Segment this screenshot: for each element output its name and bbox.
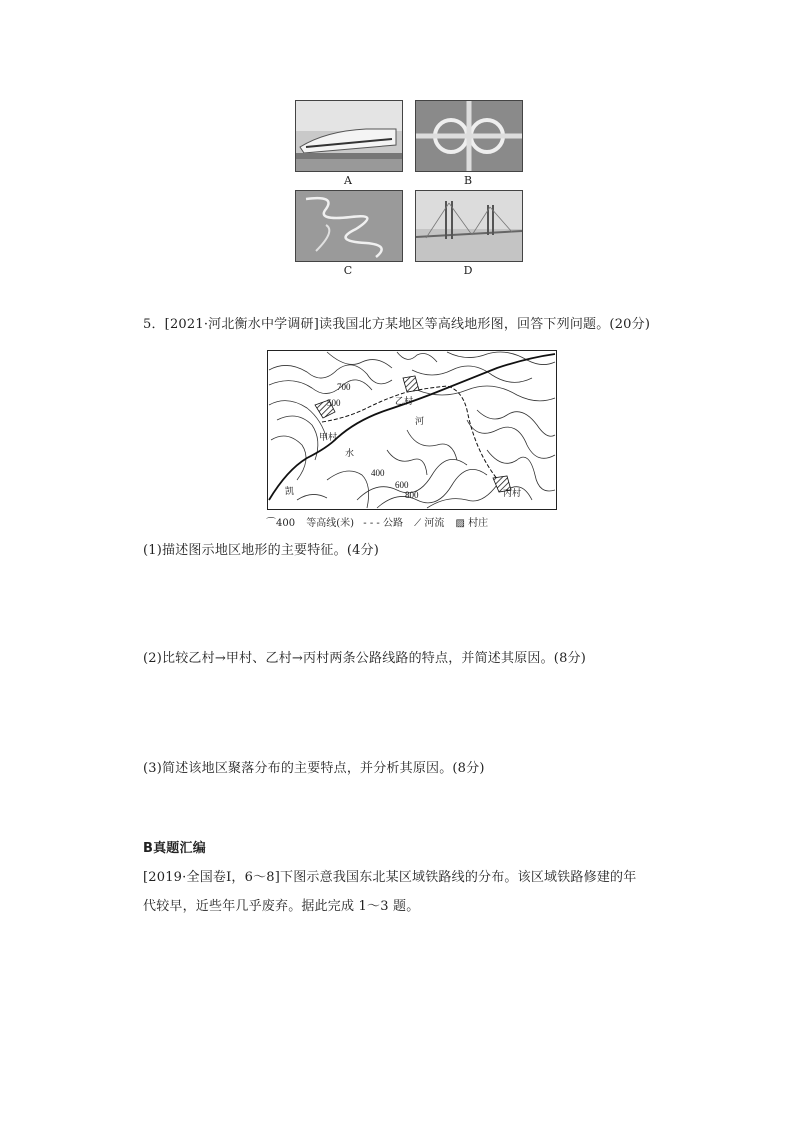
section-b-intro-line1: [2019·全国卷Ⅰ，6～8]下图示意我国东北某区域铁路线的分布。该区域铁路修建的年 [143, 870, 637, 885]
question-5-1: (1)描述图示地区地形的主要特征。(4分) [143, 543, 380, 558]
contour-label-400: 400 [371, 468, 385, 478]
contour-label-700: 700 [337, 382, 351, 392]
photo-c-mountain-road [295, 190, 403, 262]
map-label-gu: 凯 [285, 486, 295, 496]
village-label-yi: 乙村 [395, 396, 414, 406]
contour-label-600: 600 [395, 480, 409, 490]
legend-road-icon: - - - [363, 518, 380, 529]
river-label-he: 河 [415, 416, 425, 426]
caption-c: C [343, 264, 353, 277]
contour-map [267, 350, 557, 510]
river-label-shui: 水 [345, 448, 355, 458]
map-legend [266, 514, 488, 529]
legend-village-icon: ▨ [455, 518, 465, 529]
legend-river-icon: ⟋ [414, 518, 422, 529]
photo-b-interchange [415, 100, 523, 172]
village-label-jia: 甲村 [319, 432, 338, 442]
legend-village-label: 村庄 [468, 518, 489, 529]
photo-d-bridge [415, 190, 523, 262]
legend-road-label: 公路 [382, 518, 403, 529]
question-5-3: (3)简述该地区聚落分布的主要特点，并分析其原因。(8分) [143, 761, 485, 776]
village-label-bing: 丙村 [503, 488, 522, 498]
contour-label-500: 500 [327, 398, 341, 408]
question-5-title: 5．[2021·河北衡水中学调研]读我国北方某地区等高线地形图，回答下列问题。(20分) [143, 317, 651, 332]
caption-d: D [463, 264, 473, 277]
question-5-2: (2)比较乙村→甲村、乙村→丙村两条公路线路的特点，并简述其原因。(8分) [143, 651, 587, 666]
legend-contour-icon: ⌒ [266, 518, 276, 529]
legend-contour-value: 400 [276, 518, 296, 529]
section-b-heading: B真题汇编 [143, 841, 206, 856]
section-b-intro-line2: 代较早，近些年几乎废弃。据此完成 1～3 题。 [143, 899, 420, 914]
caption-a: A [344, 174, 352, 187]
caption-b: B [463, 174, 473, 187]
legend-river-label: 河流 [424, 518, 445, 529]
contour-label-800: 800 [405, 490, 419, 500]
photo-a-train [295, 100, 403, 172]
legend-contour-label: 等高线(米) [306, 518, 355, 529]
